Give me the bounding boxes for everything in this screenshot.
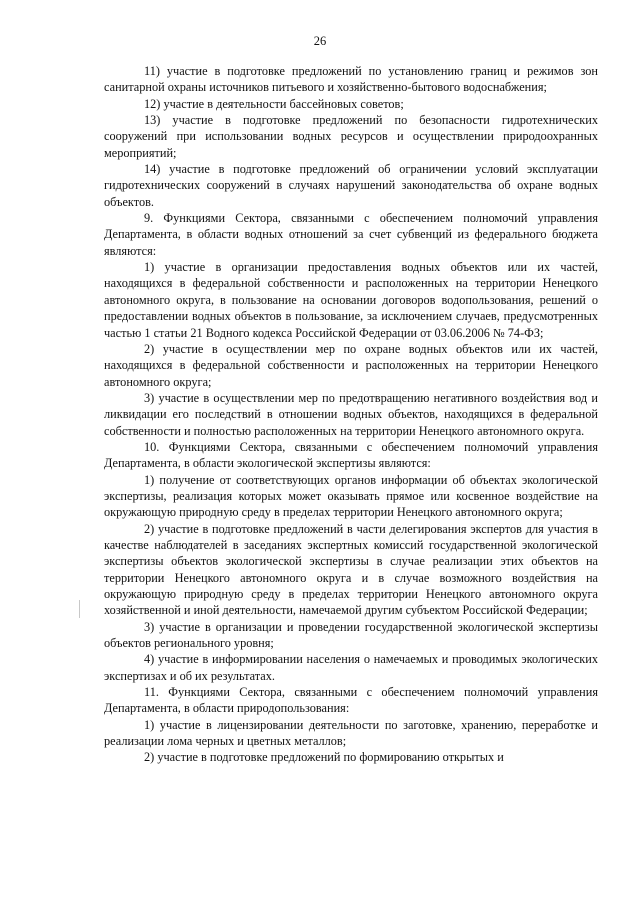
document-body xyxy=(104,63,598,766)
paragraph: 13) участие в подготовке предложений по безопасности гидротехнических сооружений при использовании водных ресурсов и осуществлении природоохранных мероприятий; xyxy=(104,113,598,160)
page-number: 26 xyxy=(313,34,327,48)
margin-mark xyxy=(79,600,80,618)
paragraph: 2) участие в подготовке предложений в части делегирования экспертов для участия в качестве наблюдателей в заседаниях экспертных комиссий государственной экологической экспертизы объектов экологической экспертизы в случае реализации этих объектов на территории Ненецкого автономного округа и в случае возможного воздействия на окружающую природную среду в пределах территории Ненецкого автономного округа хозяйственной и иной деятельности, намечаемой другим субъектом Российской Федерации; xyxy=(104,521,598,618)
paragraph: 1) участие в организации предоставления водных объектов или их частей, находящихся в федеральной собственности и расположенных на территории Ненецкого автономного округа, в пользование на основании договоров водопользования, решений о предоставлении водных объектов в пользование, за исключением случаев, предусмотренных частью 1 статьи 21 Водного кодекса Российской Федерации от 03.06.2006 № 74-ФЗ; xyxy=(104,260,598,340)
paragraph: 2) участие в подготовке предложений по формированию открытых и xyxy=(144,750,504,765)
paragraph: 3) участие в осуществлении мер по предотвращению негативного воздействия вод и ликвидации его последствий в отношении водных объектов, находящихся в федеральной собственности и полностью расположенных на территории Ненецкого автономного округа. xyxy=(104,390,598,438)
paragraph: 12) участие в деятельности бассейновых советов; xyxy=(144,96,404,111)
paragraph: 4) участие в информировании населения о намечаемых и проводимых экологических экспертизах и об их результатах. xyxy=(104,652,598,683)
paragraph: 3) участие в организации и проведении государственной экологической экспертизы объектов регионального уровня; xyxy=(104,619,598,651)
paragraph: 14) участие в подготовке предложений об ограничении условий эксплуатации гидротехнических сооружений в случаях нарушений законодательства об охране водных объектов. xyxy=(104,162,598,209)
paragraph: 1) получение от соответствующих органов информации об объектах экологической экспертизы, реализация которых может оказывать прямое или косвенное воздействие на окружающую природную среду в пределах территории Ненецкого автономного округа; xyxy=(104,472,598,520)
section-heading-paragraph: 9. Функциями Сектора, связанными с обеспечением полномочий управления Департамента, в области водных отношений за счет субвенций из федерального бюджета являются: xyxy=(104,211,598,258)
paragraph: 11) участие в подготовке предложений по установлению границ и режимов зон санитарной охраны источников питьевого и хозяйственно-бытового водоснабжения; xyxy=(104,64,598,95)
section-heading-paragraph: 10. Функциями Сектора, связанными с обеспечением полномочий управления Департамента, в области экологической экспертизы являются: xyxy=(104,439,598,471)
paragraph: 1) участие в лицензировании деятельности по заготовке, хранению, переработке и реализации лома черных и цветных металлов; xyxy=(104,717,598,749)
section-heading-paragraph: 11. Функциями Сектора, связанными с обеспечением полномочий управления Департамента, в области природопользования: xyxy=(104,685,598,716)
paragraph: 2) участие в осуществлении мер по охране водных объектов или их частей, находящихся в федеральной собственности и расположенных на территории Ненецкого автономного округа; xyxy=(104,341,598,389)
